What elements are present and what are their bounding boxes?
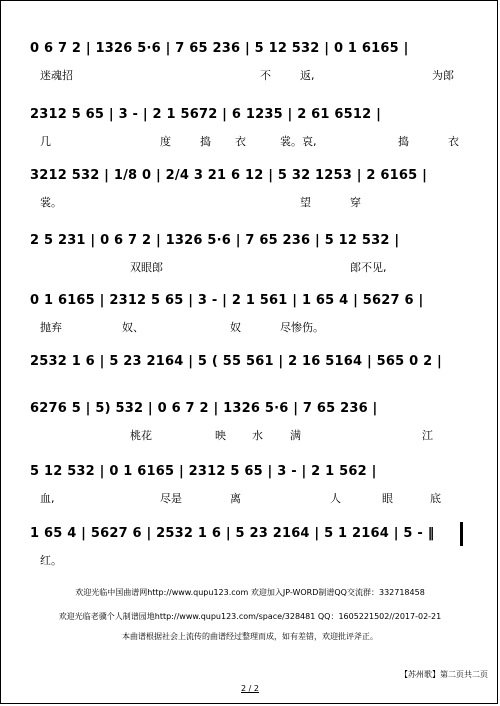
notation-line: 3212 532 | 1/8 0 | 2/4 3 21 6 12 | 5 32 1253 | 2 6165 | (30, 168, 428, 183)
notation-line: 2 5 231 | 0 6 7 2 | 1326 5·6 | 7 65 236 | 5 12 532 | (30, 233, 400, 248)
lyric-word: 捣 (200, 135, 211, 148)
lyric-word: 抛弃 (40, 321, 62, 334)
lyric-line (30, 319, 470, 335)
lyric-word: 尽是 (160, 492, 182, 505)
notation-line: 6276 5 | 5) 532 | 0 6 7 2 | 1326 5·6 | 7 65 236 | (30, 401, 378, 416)
notation-line: 5 12 532 | 0 1 6165 | 2312 5 65 | 3 - | 2 1 562 | (30, 464, 377, 479)
lyric-word: 不 (260, 69, 271, 82)
lyric-line (30, 259, 470, 275)
lyric-word: 江 (422, 429, 433, 442)
lyric-word: 双眼郎 (130, 261, 163, 274)
lyric-word: 度 (160, 135, 171, 148)
lyric-word: 奴 (230, 321, 241, 334)
lyric-word: 迷魂招 (40, 69, 73, 82)
lyric-line (30, 194, 470, 210)
lyric-word: 裳。 (40, 196, 62, 209)
lyric-word: 返, (300, 69, 315, 82)
final-barline (460, 522, 463, 546)
lyric-word: 映 (215, 429, 226, 442)
notation-line: 1 65 4 | 5627 6 | 2532 1 6 | 5 23 2164 | 5 1 2164 | 5 - ‖ (30, 526, 435, 541)
lyric-word: 眼 (382, 492, 393, 505)
lyric-word: 水 (252, 429, 263, 442)
lyric-word: 奴、 (122, 321, 144, 334)
song-page-label: 【苏州歌】第二页共二页 (400, 670, 488, 679)
lyric-word: 桃花 (130, 429, 152, 442)
lyric-word: 几 (40, 135, 51, 148)
lyric-line (30, 552, 470, 568)
page-number: 2 / 2 (241, 684, 259, 693)
lyric-word: 捣 (398, 135, 409, 148)
lyric-word: 血, (40, 492, 55, 505)
footer-line-2: 欢迎光临老骥个人制谱园地http://www.qupu123.com/space/328481 QQ：1605221502//2017-02-21 (58, 612, 442, 621)
notation-line: 2312 5 65 | 3 - | 2 1 5672 | 6 1235 | 2 61 6512 | (30, 107, 382, 122)
lyric-word: 郎不见, (350, 261, 387, 274)
lyric-line (30, 427, 470, 443)
lyric-word: 为郎 (432, 69, 454, 82)
lyric-word: 穿 (350, 196, 361, 209)
lyric-word: 裳。哀, (280, 135, 317, 148)
lyric-word: 满 (290, 429, 301, 442)
footer-line-1: 欢迎光临中国曲谱网http://www.qupu123.com 欢迎加入JP-WORD制谱QQ交流群：332718458 (75, 588, 425, 597)
lyric-word: 离 (230, 492, 241, 505)
lyric-word: 尽惨伤。 (280, 321, 324, 334)
lyric-line (30, 133, 470, 149)
notation-line: 0 6 7 2 | 1326 5·6 | 7 65 236 | 5 12 532 | 0 1 6165 | (30, 41, 409, 56)
lyric-word: 衣 (448, 135, 459, 148)
footer-line-3: 本曲谱根据社会上流传的曲谱经过整理而成，如有差错，欢迎批评斧正。 (122, 632, 378, 641)
lyric-word: 红。 (40, 554, 62, 567)
lyric-word: 人 (330, 492, 341, 505)
notation-line: 0 1 6165 | 2312 5 65 | 3 - | 2 1 561 | 1 65 4 | 5627 6 | (30, 293, 424, 308)
notation-line: 2532 1 6 | 5 23 2164 | 5 ( 55 561 | 2 16 5164 | 565 0 2 | (30, 354, 443, 369)
lyric-line (30, 67, 470, 83)
lyric-line (30, 490, 470, 506)
lyric-word: 底 (430, 492, 441, 505)
lyric-line (30, 380, 470, 396)
lyric-word: 衣 (235, 135, 246, 148)
lyric-word: 望 (300, 196, 311, 209)
